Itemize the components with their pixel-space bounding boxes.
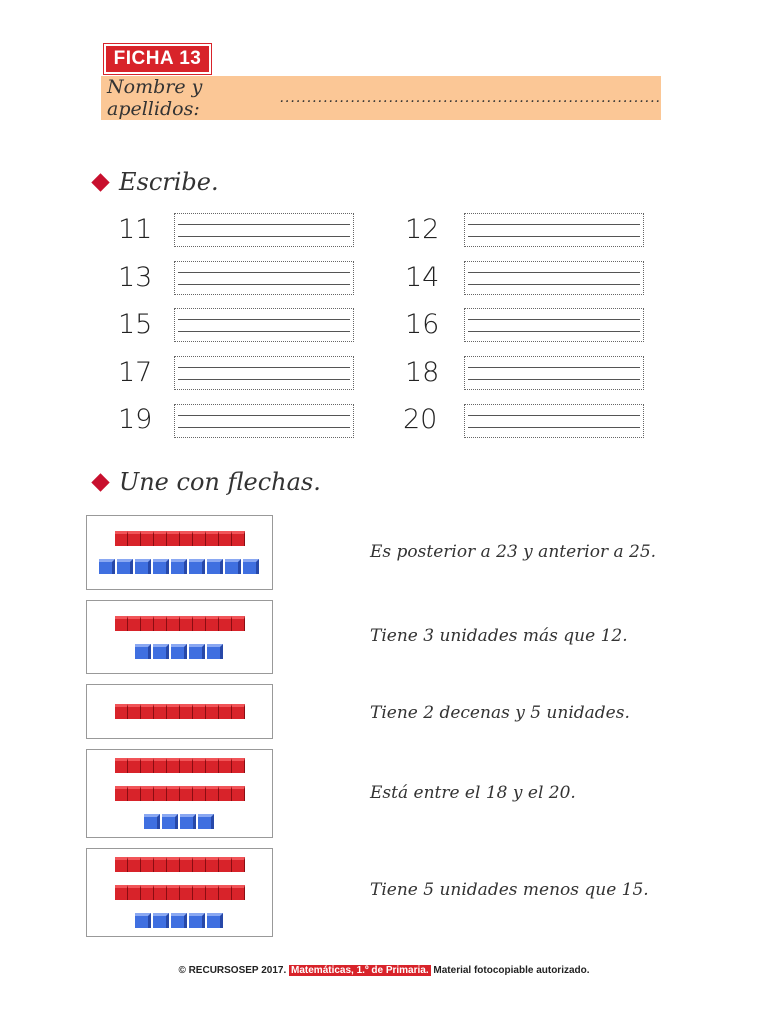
unit-cube [135,913,151,928]
footer-book: Matemáticas, 1.º de Primaria. [291,965,429,976]
ten-rod [115,786,245,801]
unit-cube [135,644,151,659]
unit-cube [189,644,205,659]
unit-cube [153,913,169,928]
writing-lines[interactable] [174,404,354,438]
unit-cube [153,559,169,574]
unit-cube [225,559,241,574]
unit-cube [162,814,178,829]
section-match-title: Une con flechas. [119,468,321,496]
statement-5[interactable]: Tiene 5 unidades menos que 15. [370,880,649,900]
unit-cubes [135,913,225,928]
statement-1[interactable]: Es posterior a 23 y anterior a 25. [370,542,657,562]
section-write-heading [90,168,219,196]
unit-cube [207,913,223,928]
number-17: 17 [118,357,153,388]
statement-4[interactable]: Está entre el 18 y el 20. [370,783,576,803]
number-18: 18 [405,357,440,388]
writing-lines[interactable] [174,308,354,342]
unit-cube [135,559,151,574]
unit-cube [117,559,133,574]
unit-cubes [99,559,261,574]
unit-cube [171,559,187,574]
ten-rod [115,616,245,631]
unit-cubes [144,814,216,829]
number-14: 14 [405,262,440,293]
ten-rod [115,758,245,773]
ficha-label: FICHA 13 [104,44,211,74]
writing-lines[interactable] [464,213,644,247]
section-write-title: Escribe. [119,168,219,196]
unit-cube [189,559,205,574]
number-15: 15 [118,309,153,340]
number-19: 19 [118,404,153,435]
statement-3[interactable]: Tiene 2 decenas y 5 unidades. [370,703,630,723]
unit-cube [171,913,187,928]
unit-cubes [135,644,225,659]
blocks-box-1[interactable] [86,515,273,590]
diamond-bullet-icon [91,473,109,491]
unit-cube [243,559,259,574]
number-13: 13 [118,262,153,293]
ten-rod [115,531,245,546]
unit-cube [207,644,223,659]
ten-rod [115,704,245,719]
number-11: 11 [118,214,153,245]
unit-cube [180,814,196,829]
writing-lines[interactable] [464,261,644,295]
writing-lines[interactable] [174,356,354,390]
diamond-bullet-icon [91,173,109,191]
name-dots: ...................................................................... [279,90,661,106]
footer-note: Material fotocopiable autorizado. [433,965,590,976]
statement-2[interactable]: Tiene 3 unidades más que 12. [370,626,628,646]
section-match-heading [90,468,321,496]
blocks-box-2[interactable] [86,600,273,674]
unit-cube [171,644,187,659]
unit-cube [99,559,115,574]
writing-lines[interactable] [174,261,354,295]
number-12: 12 [405,214,440,245]
unit-cube [198,814,214,829]
unit-cube [153,644,169,659]
footer-copyright: © RECURSOSEP 2017. [178,965,287,976]
unit-cube [144,814,160,829]
writing-lines[interactable] [174,213,354,247]
name-label: Nombre y apellidos: [107,76,203,120]
number-16: 16 [405,309,440,340]
writing-lines[interactable] [464,308,644,342]
writing-lines[interactable] [464,404,644,438]
unit-cube [207,559,223,574]
ten-rod [115,857,245,872]
ten-rod [115,885,245,900]
writing-lines[interactable] [464,356,644,390]
unit-cube [189,913,205,928]
name-field[interactable] [101,76,661,120]
footer [0,965,768,976]
number-20: 20 [403,404,438,435]
